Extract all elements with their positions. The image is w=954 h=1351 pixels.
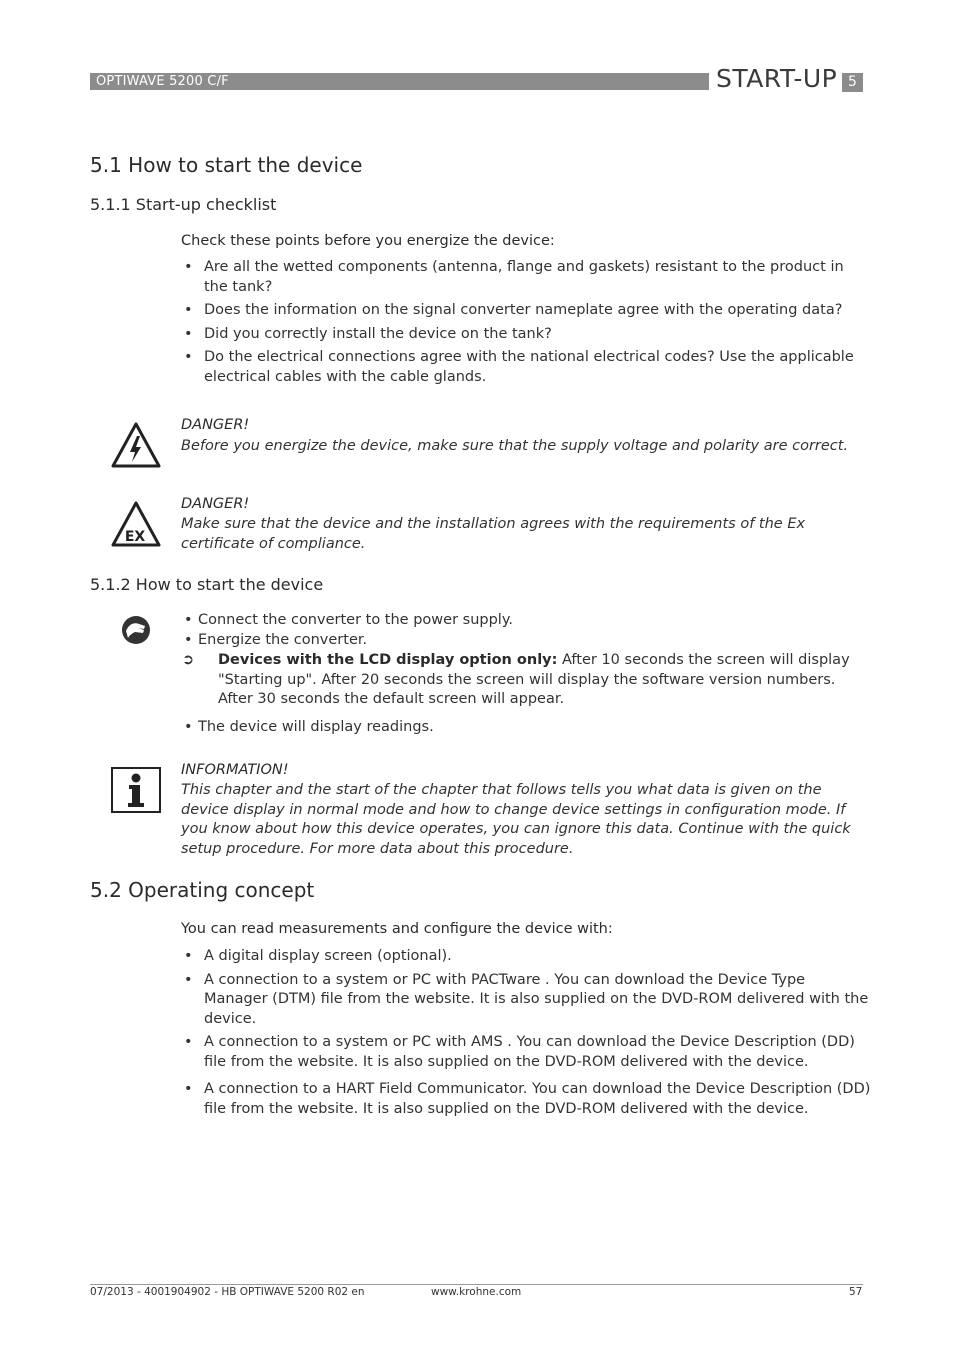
danger-title: DANGER! <box>181 417 250 433</box>
ex-icon-label: EX <box>124 529 146 545</box>
list-item-text: Does the information on the signal converter nameplate agree with the operating data? <box>204 302 843 318</box>
chapter-title: START-UP <box>716 64 838 93</box>
list-item <box>181 971 871 1030</box>
list-item <box>181 258 871 297</box>
bullet: • <box>184 631 193 648</box>
hand-instruction-icon <box>120 614 152 646</box>
result-arrow-icon: ➲ <box>182 652 195 668</box>
step-text: The device will display readings. <box>198 718 434 735</box>
operating-lead: You can read measurements and configure the device with: <box>181 921 613 937</box>
bullet: • <box>184 302 193 318</box>
list-item <box>181 348 871 387</box>
bullet: • <box>184 1034 193 1050</box>
step-text: Energize the converter. <box>198 631 368 648</box>
list-item-text: Do the electrical connections agree with the national electrical codes? Use the applicable electrical cables with the cable glands. <box>204 349 854 385</box>
information-title: INFORMATION! <box>181 762 289 778</box>
explosion-hazard-icon <box>110 500 162 548</box>
danger-text: Make sure that the device and the installation agrees with the requirements of the Ex certificate of compliance. <box>181 516 806 552</box>
result-bold-text: Devices with the LCD display option only: <box>218 652 558 668</box>
result-text: After 10 seconds the screen will display "Starting up". After 20 seconds the screen will display the software version numbers. After 30 seconds the default screen will appear. <box>218 652 850 707</box>
step-item <box>181 631 871 651</box>
bullet: • <box>184 612 193 628</box>
list-item <box>181 1080 871 1119</box>
subsection-heading-5-1-2: 5.1.2 How to start the device <box>90 575 324 594</box>
checklist-lead: Check these points before you energize the device: <box>181 233 555 249</box>
danger-text: Before you energize the device, make sure that the supply voltage and polarity are correct. <box>181 438 849 454</box>
list-item-text: Did you correctly install the device on the tank? <box>204 325 552 342</box>
section-heading-5-2: 5.2 Operating concept <box>90 878 315 902</box>
footer-website[interactable]: www.krohne.com <box>431 1286 522 1298</box>
list-item <box>181 325 871 345</box>
bullet: • <box>184 718 193 735</box>
electrical-hazard-icon <box>110 421 162 469</box>
list-item-text: A connection to a system or PC with PACTware . You can download the Device Type Manager (DTM) file from the website. It is also supplied on the DVD-ROM delivered with the device. <box>204 971 869 1027</box>
list-item-text: A digital display screen (optional). <box>204 948 452 964</box>
product-name: OPTIWAVE 5200 C/F <box>96 74 229 89</box>
step-item <box>181 718 871 738</box>
list-item-text: Are all the wetted components (antenna, flange and gaskets) resistant to the product in the tank? <box>204 259 844 295</box>
checklist <box>181 258 871 391</box>
bullet: • <box>184 259 193 275</box>
start-steps <box>181 611 871 737</box>
operating-list <box>181 947 871 1123</box>
footer-divider <box>90 1284 863 1285</box>
section-heading-5-1: 5.1 How to start the device <box>90 153 363 177</box>
list-item-text: A connection to a HART Field Communicator. You can download the Device Description (DD) file from the website. It is also supplied on the DVD-ROM delivered with the device. <box>204 1081 871 1117</box>
information-text: This chapter and the start of the chapter that follows tells you what data is given on the device display in normal mode and how to change device settings in configuration mode. If you know about how this device operates, you can ignore this data. Continue with the quick setup procedure. For more data about this procedure. <box>181 782 851 857</box>
list-item <box>181 947 871 967</box>
step-item <box>181 611 871 631</box>
footer-doc-ref: 07/2013 - 4001904902 - HB OPTIWAVE 5200 R02 en <box>90 1286 365 1298</box>
step-text: Connect the converter to the power supply. <box>198 612 513 628</box>
subsection-heading-5-1-1: 5.1.1 Start-up checklist <box>90 195 277 214</box>
list-item <box>181 301 871 321</box>
information-icon <box>110 766 162 814</box>
bullet: • <box>184 349 193 365</box>
danger-title: DANGER! <box>181 496 250 512</box>
chapter-number: 5 <box>842 73 863 92</box>
footer-page-number: 57 <box>849 1286 863 1298</box>
list-item <box>181 1033 871 1072</box>
bullet: • <box>184 325 193 342</box>
list-item-text: A connection to a system or PC with AMS . You can download the Device Description (DD) file from the website. It is also supplied on the DVD-ROM delivered with the device. <box>204 1034 855 1070</box>
bullet: • <box>184 948 193 964</box>
result-item <box>181 651 871 710</box>
bullet: • <box>184 971 193 988</box>
bullet: • <box>184 1081 193 1097</box>
